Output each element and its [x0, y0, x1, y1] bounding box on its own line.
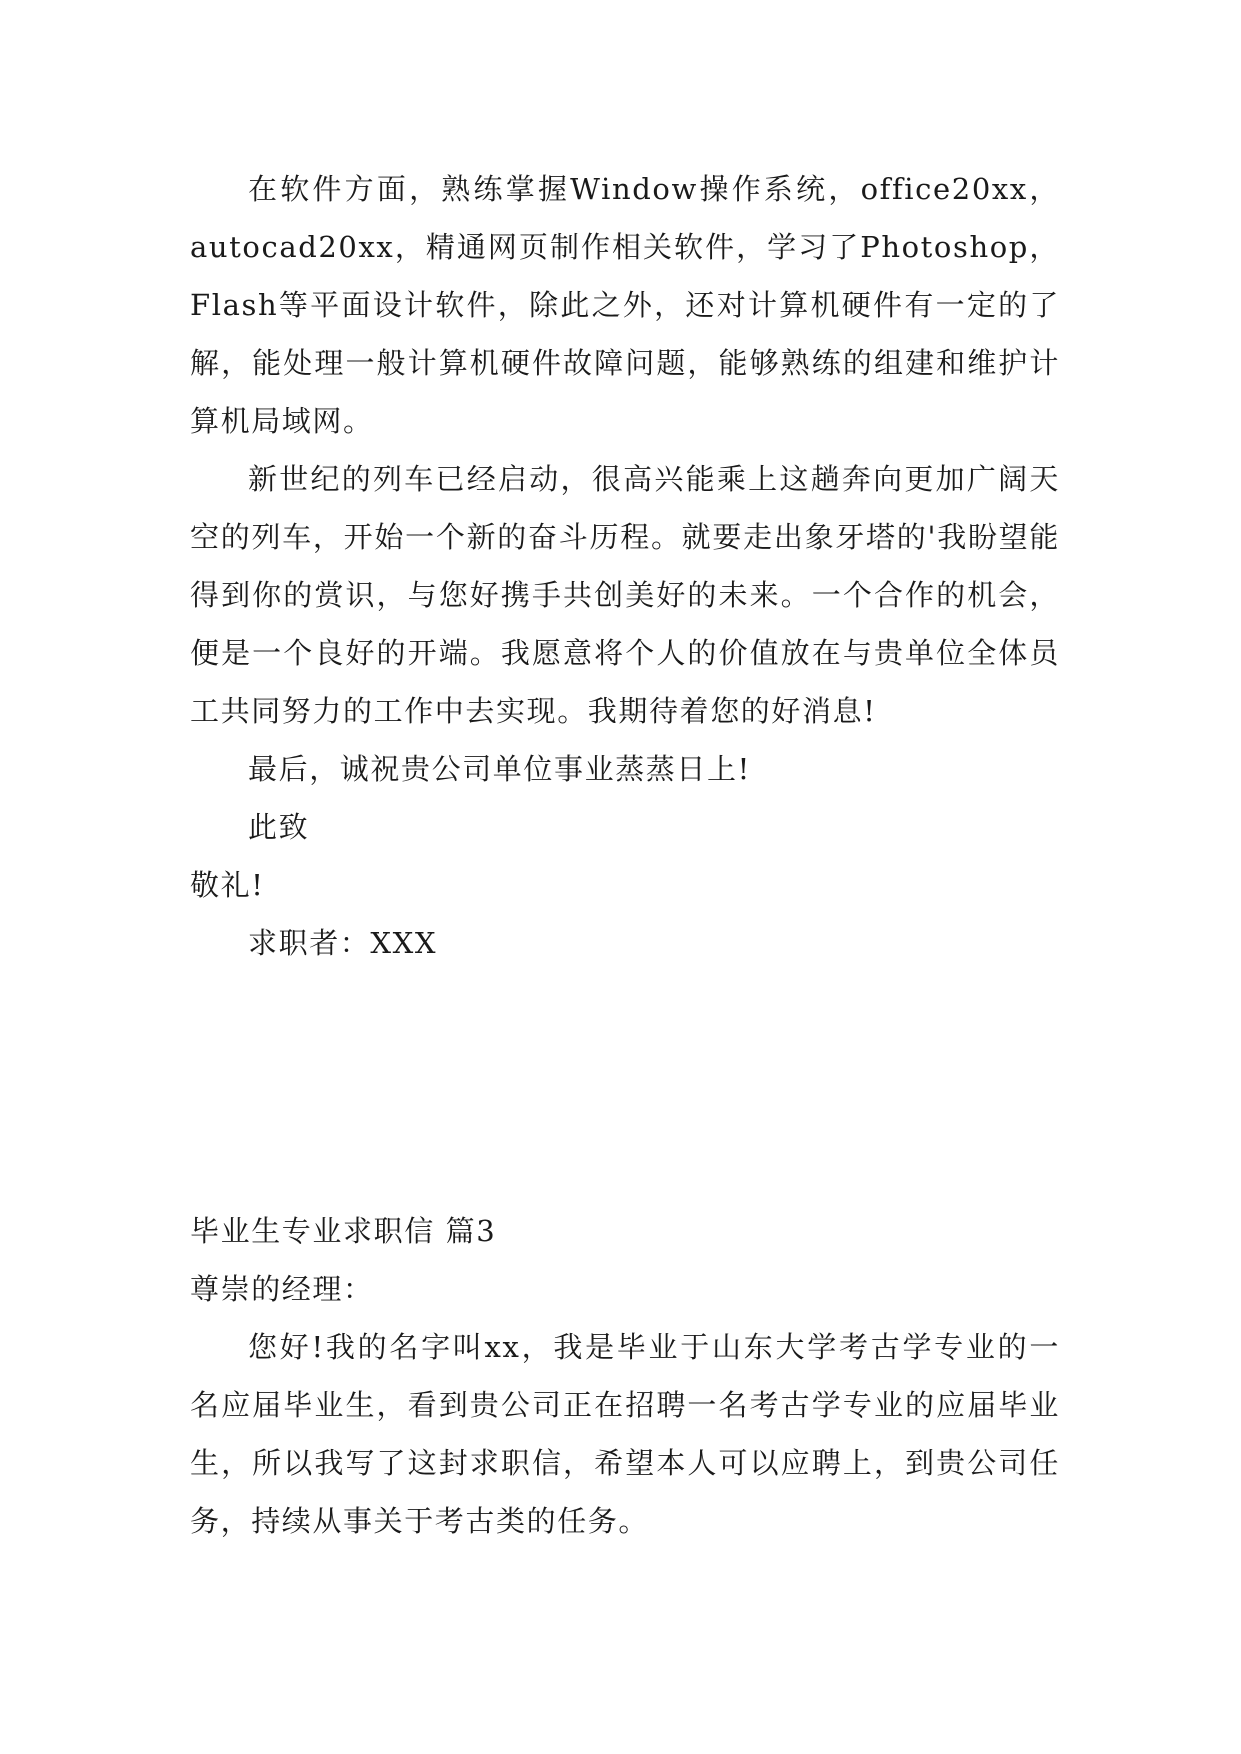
paragraph-software-skills: 在软件方面，熟练掌握Window操作系统，office20xx，autocad20xx，精通网页制作相关软件，学习了Photoshop，Flash等平面设计软件，除此之外，还对计算机硬件有一定的了解，能处理一般计算机硬件故障问题，能够熟练的组建和维护计算机局域网。 — [190, 172, 1060, 438]
closing-phrase: 此致 — [248, 810, 310, 844]
section-gap — [190, 972, 1060, 1202]
paragraph-new-century: 新世纪的列车已经启动，很高兴能乘上这趟奔向更加广阔天空的列车，开始一个新的奋斗历程。就要走出象牙塔的'我盼望能得到你的赏识，与您好携手共创美好的未来。一个合作的机会，便是一个良好的开端。我愿意将个人的价值放在与贵单位全体员工共同努力的工作中去实现。我期待着您的好消息! — [190, 462, 1060, 728]
section-title: 毕业生专业求职信 篇3 — [190, 1214, 497, 1248]
signature: 求职者：XXX — [248, 926, 438, 960]
letter-body — [190, 160, 1060, 1550]
greeting: 尊崇的经理： — [190, 1272, 374, 1306]
paragraph-introduction: 您好!我的名字叫xx，我是毕业于山东大学考古学专业的一名应届毕业生，看到贵公司正在招聘一名考古学专业的应届毕业生，所以我写了这封求职信，希望本人可以应聘上，到贵公司任务，持续从事关于考古类的任务。 — [190, 1330, 1060, 1538]
salute: 敬礼! — [190, 868, 265, 902]
paragraph-best-wishes: 最后，诚祝贵公司单位事业蒸蒸日上! — [248, 752, 751, 786]
